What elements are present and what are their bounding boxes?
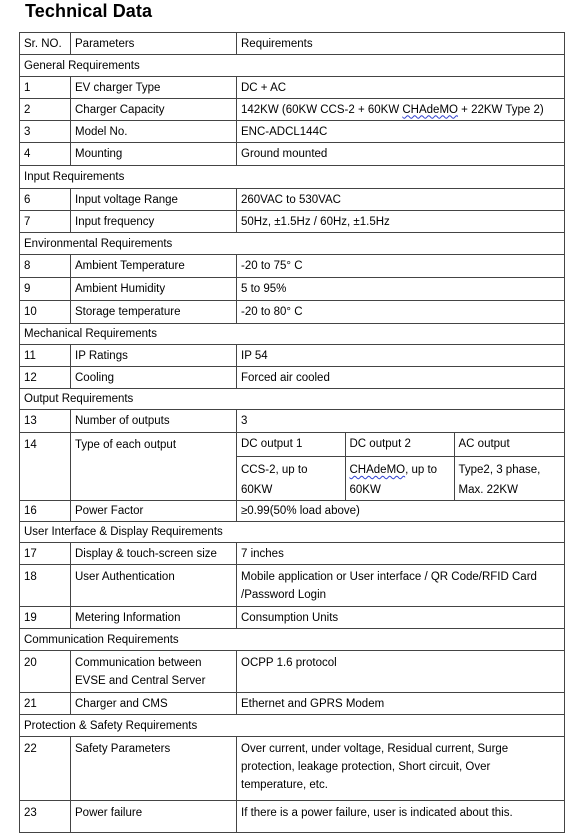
row-parameter: Model No. [71, 121, 237, 143]
section-row [20, 324, 565, 345]
row-parameter: EV charger Type [71, 77, 237, 99]
row-parameter [71, 651, 237, 693]
row-number: 22 [20, 737, 71, 801]
row-requirement [237, 737, 565, 801]
row-parameter: Input frequency [71, 211, 237, 233]
page-title: Technical Data [25, 1, 153, 21]
row-requirement: 5 to 95% [237, 278, 565, 301]
row-parameter: Metering Information [71, 607, 237, 629]
section-row [20, 233, 565, 255]
table-row [20, 565, 565, 607]
row-requirement: IP 54 [237, 345, 565, 367]
table-header-row [20, 33, 565, 55]
section-mechanical: Mechanical Requirements [20, 324, 565, 345]
header-requirements: Requirements [237, 33, 565, 55]
row-number: 16 [20, 501, 71, 522]
output-3-detail [454, 457, 565, 501]
detail-line: 60KW [349, 484, 381, 496]
output-2-detail [345, 457, 454, 501]
section-user-interface: User Interface & Display Requirements [20, 522, 565, 543]
row-number: 11 [20, 345, 71, 367]
row-parameter: Ambient Humidity [71, 278, 237, 301]
table-row [20, 607, 565, 629]
row-number: 17 [20, 543, 71, 565]
row-parameter: Display & touch-screen size [71, 543, 237, 565]
output-2-heading: DC output 2 [345, 433, 454, 457]
table-row [20, 801, 565, 833]
row-requirement [237, 99, 565, 121]
detail-line: , up to [405, 464, 438, 476]
row-parameter: Number of outputs [71, 410, 237, 433]
header-sr-no: Sr. NO. [20, 33, 71, 55]
row-requirement: Ground mounted [237, 143, 565, 166]
row-parameter: Charger and CMS [71, 693, 237, 715]
detail-line: Max. 22KW [458, 484, 518, 496]
section-row [20, 715, 565, 737]
row-number: 8 [20, 255, 71, 278]
row-number: 10 [20, 301, 71, 324]
section-input: Input Requirements [20, 166, 565, 189]
section-row [20, 55, 565, 77]
row-parameter: Mounting [71, 143, 237, 166]
table-row [20, 211, 565, 233]
requirement-line: /Password Login [241, 589, 327, 601]
table-row [20, 501, 565, 522]
row-requirement: ENC-ADCL144C [237, 121, 565, 143]
section-row [20, 522, 565, 543]
table-row [20, 143, 565, 166]
row-number: 13 [20, 410, 71, 433]
section-communication: Communication Requirements [20, 629, 565, 651]
row-requirement: If there is a power failure, user is indicated about this. [237, 801, 565, 833]
row-parameter: Charger Capacity [71, 99, 237, 121]
row-requirement: 7 inches [237, 543, 565, 565]
row-requirement [237, 565, 565, 607]
row-parameter: Power failure [71, 801, 237, 833]
row-parameter: Type of each output [71, 433, 237, 501]
table-row [20, 77, 565, 99]
table-row [20, 255, 565, 278]
detail-line: Type2, 3 phase, [458, 464, 541, 476]
row-number: 7 [20, 211, 71, 233]
table-row [20, 433, 565, 501]
requirement-line: Mobile application or User interface / QR Code/RFID Card [241, 571, 537, 583]
spellcheck-word: CHAdeMO [349, 464, 406, 476]
spellcheck-word: CHAdeMO [402, 103, 458, 116]
section-row [20, 629, 565, 651]
row-parameter: Power Factor [71, 501, 237, 522]
row-requirement: 3 [237, 410, 565, 433]
row-requirement: ≥0.99(50% load above) [237, 501, 565, 522]
row-number: 9 [20, 278, 71, 301]
row-parameter: Input voltage Range [71, 189, 237, 211]
table-row [20, 278, 565, 301]
table-row [20, 367, 565, 389]
section-protection: Protection & Safety Requirements [20, 715, 565, 737]
table-row [20, 543, 565, 565]
output-head-row [237, 433, 565, 457]
section-output: Output Requirements [20, 389, 565, 410]
section-general: General Requirements [20, 55, 565, 77]
table-row [20, 301, 565, 324]
row-number: 4 [20, 143, 71, 166]
table-row [20, 693, 565, 715]
parameter-line: Communication between [75, 657, 202, 669]
requirement-line: Over current, under voltage, Residual current, Surge [241, 743, 509, 755]
output-types-cell [237, 433, 565, 501]
row-requirement: 50Hz, ±1.5Hz / 60Hz, ±1.5Hz [237, 211, 565, 233]
parameter-line: EVSE and Central Server [75, 675, 206, 687]
row-number: 19 [20, 607, 71, 629]
detail-line: CCS-2, up to [241, 464, 308, 476]
table-row [20, 189, 565, 211]
row-requirement: Consumption Units [237, 607, 565, 629]
table-row [20, 121, 565, 143]
output-3-heading: AC output [454, 433, 565, 457]
row-parameter: Ambient Temperature [71, 255, 237, 278]
requirement-line: protection, leakage protection, Short circuit, Over [241, 761, 491, 773]
row-requirement: OCPP 1.6 protocol [237, 651, 565, 693]
row-parameter: Cooling [71, 367, 237, 389]
row-number: 3 [20, 121, 71, 143]
requirement-line: temperature, etc. [241, 779, 328, 791]
output-1-detail [237, 457, 345, 501]
output-1-heading: DC output 1 [237, 433, 345, 457]
row-number: 2 [20, 99, 71, 121]
table-row [20, 410, 565, 433]
requirement-text: + 22KW Type 2) [457, 103, 544, 116]
row-number: 6 [20, 189, 71, 211]
row-number: 1 [20, 77, 71, 99]
detail-line: 60KW [241, 484, 273, 496]
row-requirement: Ethernet and GPRS Modem [237, 693, 565, 715]
row-requirement: -20 to 80° C [237, 301, 565, 324]
row-number: 18 [20, 565, 71, 607]
table-row [20, 345, 565, 367]
row-requirement: 260VAC to 530VAC [237, 189, 565, 211]
row-requirement: -20 to 75° C [237, 255, 565, 278]
section-environmental: Environmental Requirements [20, 233, 565, 255]
row-requirement: Forced air cooled [237, 367, 565, 389]
row-parameter: Safety Parameters [71, 737, 237, 801]
row-number: 23 [20, 801, 71, 833]
row-number: 20 [20, 651, 71, 693]
output-types-table [237, 433, 565, 500]
table-row [20, 99, 565, 121]
technical-data-table [19, 32, 565, 833]
row-parameter: Storage temperature [71, 301, 237, 324]
output-detail-row [237, 457, 565, 501]
table-row [20, 651, 565, 693]
row-number: 21 [20, 693, 71, 715]
row-parameter: IP Ratings [71, 345, 237, 367]
header-parameters: Parameters [71, 33, 237, 55]
table-row [20, 737, 565, 801]
section-row [20, 389, 565, 410]
section-row [20, 166, 565, 189]
row-number: 12 [20, 367, 71, 389]
row-number: 14 [20, 433, 71, 501]
requirement-text: 142KW (60KW CCS-2 + 60KW [241, 103, 403, 116]
row-parameter: User Authentication [71, 565, 237, 607]
row-requirement: DC + AC [237, 77, 565, 99]
